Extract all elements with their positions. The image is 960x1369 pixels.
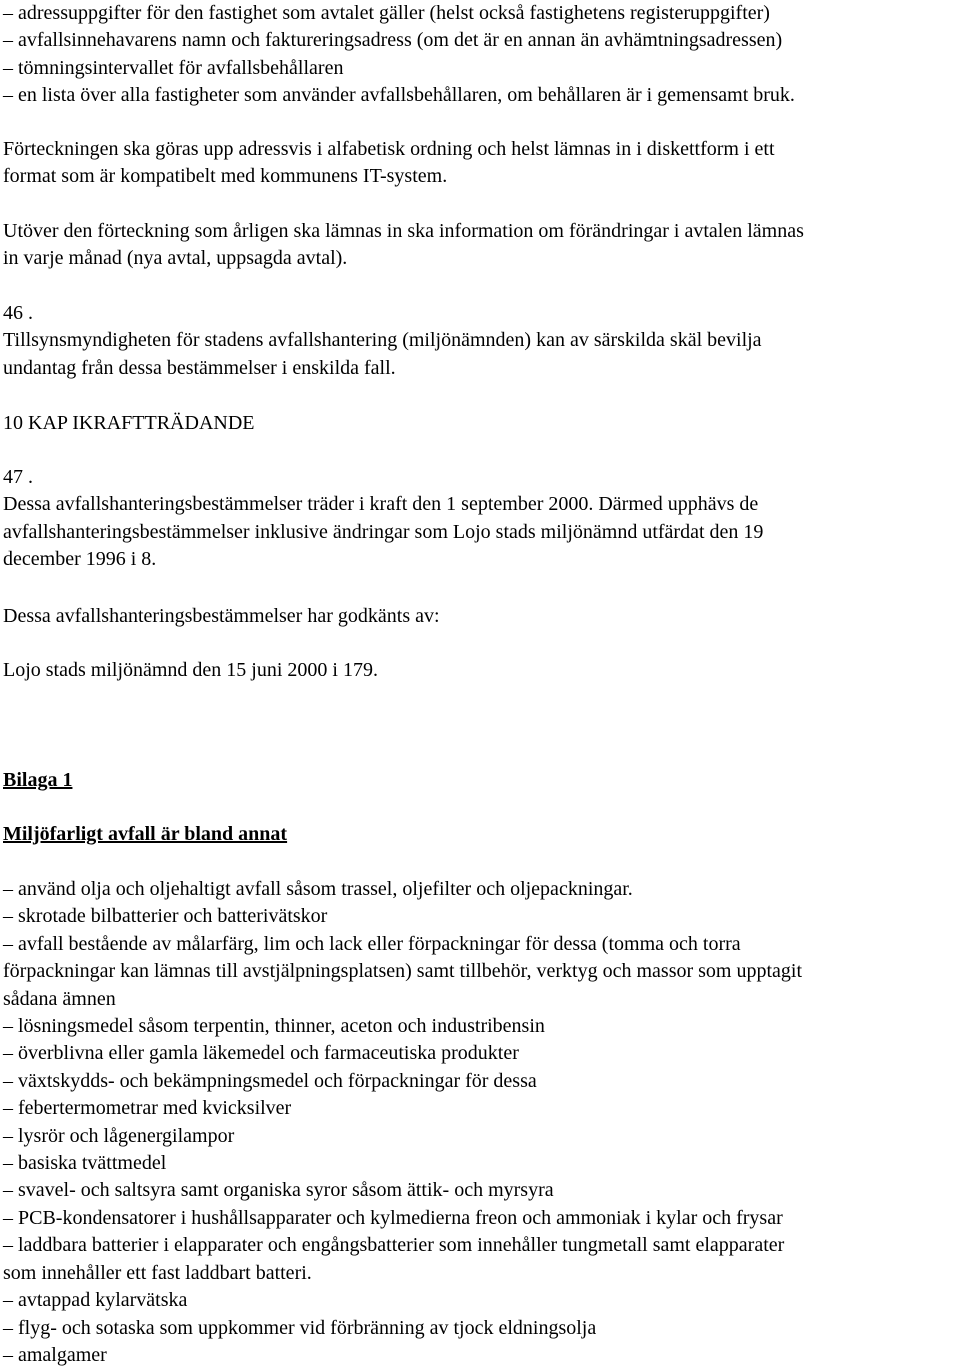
list-item-line: – basiska tvättmedel <box>3 1152 167 1175</box>
list-item: – avfallsinnehavarens namn och faktureringsadress (om det är en annan än avhämtningsadressen) <box>3 27 795 54</box>
paragraph-line: Lojo stads miljönämnd den 15 juni 2000 i 179. <box>3 659 378 681</box>
approved-by <box>3 603 440 630</box>
list-item <box>3 903 802 930</box>
list-item-line: – amalgamer <box>3 1343 107 1366</box>
paragraph-line: december 1996 i 8. <box>3 548 157 571</box>
list-item-line: – laddbara batterier i elapparater och engångsbatterier som innehåller tungmetall samt elapparater <box>3 1234 785 1257</box>
list-item: – tömningsintervallet för avfallsbehållaren <box>3 55 795 82</box>
list-item-line: – svavel- och saltsyra samt organiska syror såsom ättik- och myrsyra <box>3 1179 554 1202</box>
list-item <box>3 1205 802 1232</box>
list-item-line: förpackningar kan lämnas till avstjälpningsplatsen) samt tillbehör, verktyg och massor som upptagit <box>3 960 803 983</box>
paragraph-line: Dessa avfallshanteringsbestämmelser träder i kraft den 1 september 2000. Därmed upphävs de <box>3 493 759 516</box>
list-item <box>3 1068 802 1095</box>
list-item-line: – lysrör och lågenergilampor <box>3 1124 235 1147</box>
list-item-line: – växtskydds- och bekämpningsmedel och förpackningar för dessa <box>3 1069 537 1092</box>
paragraph-forteckning <box>3 136 775 191</box>
list-item <box>3 1315 802 1342</box>
chapter-title: 10 KAP IKRAFTTRÄDANDE <box>3 412 255 434</box>
list-item-line: – lösningsmedel såsom terpentin, thinner, aceton och industribensin <box>3 1015 545 1038</box>
paragraph-line: avfallshanteringsbestämmelser inklusive ändringar som Lojo stads miljönämnd utfärdat den 19 <box>3 520 764 543</box>
section-number: 46 . <box>3 302 33 324</box>
list-item-line: – skrotade bilbatterier och batterivätskor <box>3 905 328 928</box>
paragraph-line: Utöver den förteckning som årligen ska lämnas in ska information om förändringar i avtalen lämnas <box>3 220 804 242</box>
paragraph-line: in varje månad (nya avtal, uppsagda avtal). <box>3 247 348 270</box>
paragraph-line: format som är kompatibelt med kommunens IT-system. <box>3 165 448 188</box>
list-item-line: sådana ämnen <box>3 987 116 1010</box>
top-bullet-list <box>3 0 795 110</box>
list-item-line: – avtappad kylarvätska <box>3 1289 188 1312</box>
list-item <box>3 1232 802 1287</box>
list-item <box>3 1095 802 1122</box>
list-item: – adressuppgifter för den fastighet som avtalet gäller (helst också fastighetens registeruppgifter) <box>3 0 795 27</box>
list-item <box>3 1123 802 1150</box>
appendix-heading <box>3 821 287 848</box>
list-item-line: – använd olja och oljehaltigt avfall såsom trassel, oljefilter och oljepackningar. <box>3 878 633 900</box>
hazard-list <box>3 876 802 1369</box>
list-item <box>3 1013 802 1040</box>
appendix-title <box>3 767 72 794</box>
paragraph-line: Tillsynsmyndigheten för stadens avfallshantering (miljönämnden) kan av särskilda skäl bevilja <box>3 329 762 352</box>
list-item: – en lista över alla fastigheter som använder avfallsbehållaren, om behållaren är i gemensamt bruk. <box>3 82 795 109</box>
appendix-heading-text: Miljöfarligt avfall är bland annat <box>3 823 288 845</box>
list-item-line: – flyg- och sotaska som uppkommer vid förbränning av tjock eldningsolja <box>3 1316 597 1339</box>
list-item-line: – PCB-kondensatorer i hushållsapparater och kylmedierna freon och ammoniak i kylar och frysar <box>3 1206 783 1229</box>
list-item <box>3 1177 802 1204</box>
list-item-line: som innehåller ett fast laddbart batteri. <box>3 1261 312 1284</box>
list-item <box>3 1342 802 1369</box>
list-item <box>3 1150 802 1177</box>
list-item-line: – överblivna eller gamla läkemedel och farmaceutiska produkter <box>3 1042 519 1065</box>
list-item-line: – febertermometrar med kvicksilver <box>3 1097 292 1120</box>
list-item <box>3 1287 802 1314</box>
section-46 <box>3 300 762 382</box>
list-item <box>3 876 802 903</box>
approval-line <box>3 657 378 684</box>
paragraph-line: Förteckningen ska göras upp adressvis i alfabetisk ordning och helst lämnas in i diskettform i ett <box>3 138 775 160</box>
chapter-heading <box>3 410 254 437</box>
list-item <box>3 1040 802 1067</box>
list-item-line: – avfall bestående av målarfärg, lim och lack eller förpackningar för dessa (tomma och torra <box>3 932 741 955</box>
paragraph-line: undantag från dessa bestämmelser i enskilda fall. <box>3 356 396 379</box>
appendix-title-text: Bilaga 1 <box>3 769 73 791</box>
paragraph-line: Dessa avfallshanteringsbestämmelser har godkänts av: <box>3 605 440 627</box>
list-item <box>3 931 802 1013</box>
paragraph-utover <box>3 218 804 273</box>
section-47 <box>3 464 763 574</box>
section-number: 47 . <box>3 466 33 488</box>
